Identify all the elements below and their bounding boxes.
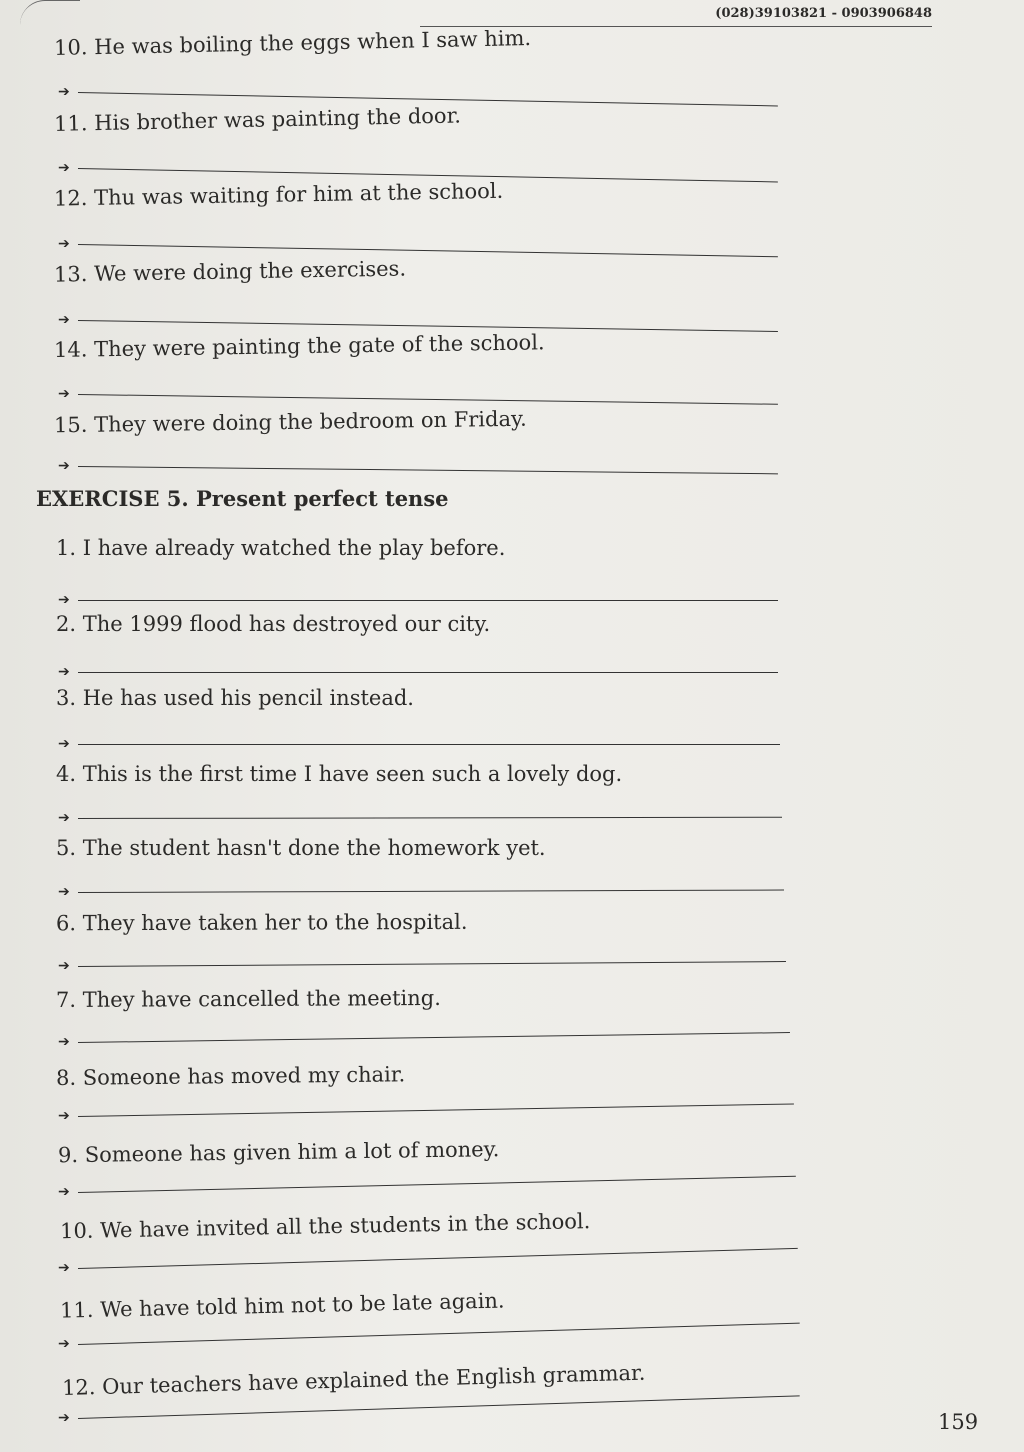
exercise-title: EXERCISE 5. Present perfect tense [36,486,449,511]
exercise-item [54,403,814,438]
exercise-item [54,173,814,210]
exercise-item [56,762,816,786]
exercise-item [58,1133,818,1168]
writing-line [78,1032,790,1043]
arrow-icon: ➔ [58,1260,70,1276]
item-text: Thu was waiting for him at the school. [93,178,504,210]
item-number: 11. [59,1297,94,1323]
exercise-item [54,326,814,362]
exercise-item [62,1356,822,1400]
writing-line [78,600,778,601]
item-number: 6. [55,911,77,936]
exercise-item [56,984,816,1012]
item-text: They were painting the gate of the school. [93,330,545,362]
writing-line [78,466,778,474]
item-text: They were doing the bedroom on Friday. [93,406,527,437]
exercise-item [54,249,814,286]
item-number: 11. [53,111,88,136]
arrow-icon: ➔ [58,160,70,176]
writing-line [78,817,782,819]
arrow-icon: ➔ [58,236,70,252]
arrow-icon: ➔ [58,884,70,900]
exercise-item [60,1281,820,1322]
page-corner-curve [20,0,80,25]
exercise-item [56,686,816,710]
item-number: 2. [56,612,77,636]
item-text: This is the first time I have seen such a lovely dog. [82,762,623,786]
item-text: They have cancelled the meeting. [82,985,441,1012]
item-number: 12. [61,1375,96,1400]
item-number: 10. [59,1218,94,1244]
arrow-icon: ➔ [58,1108,70,1124]
arrow-icon: ➔ [58,1336,70,1352]
item-text: He was boiling the eggs when I saw him. [93,25,532,60]
item-number: 4. [56,762,77,786]
arrow-icon: ➔ [58,84,70,100]
writing-line [78,672,778,673]
writing-line [78,744,780,745]
arrow-icon: ➔ [58,312,70,328]
header-phone: (028)39103821 - 0903906848 [715,6,932,21]
page-number: 159 [938,1410,979,1434]
arrow-icon: ➔ [58,664,70,680]
exercise-item [56,836,816,860]
item-text: Someone has moved my chair. [82,1062,406,1090]
item-number: 3. [56,686,77,710]
writing-line [78,394,778,405]
item-text: The student hasn't done the homework yet. [82,836,546,860]
item-text: They have taken her to the hospital. [82,909,468,936]
item-text: Our teachers have explained the English grammar. [101,1360,646,1399]
item-number: 10. [53,35,88,60]
item-number: 15. [53,412,88,438]
exercise-item [56,612,816,636]
item-text: Someone has given him a lot of money. [84,1137,500,1167]
item-number: 8. [55,1065,77,1090]
arrow-icon: ➔ [58,458,70,474]
writing-line [78,1176,796,1193]
item-number: 9. [57,1143,79,1168]
arrow-icon: ➔ [58,1410,70,1426]
item-text: The 1999 flood has destroyed our city. [82,612,491,636]
item-text: He has used his pencil instead. [82,686,414,710]
item-text: We have told him not to be late again. [99,1288,505,1322]
arrow-icon: ➔ [58,1184,70,1200]
item-number: 13. [53,262,88,287]
exercise-item [54,96,814,136]
writing-line [78,1395,800,1419]
writing-line [78,961,786,967]
arrow-icon: ➔ [58,1034,70,1050]
arrow-icon: ➔ [58,386,70,402]
arrow-icon: ➔ [58,810,70,826]
arrow-icon: ➔ [58,592,70,608]
arrow-icon: ➔ [58,958,70,974]
item-number: 5. [56,836,77,860]
writing-line [78,1323,800,1345]
exercise-item [56,536,816,560]
writing-line [78,890,784,893]
item-number: 14. [53,337,88,362]
item-number: 1. [56,536,77,560]
item-number: 7. [55,987,77,1012]
exercise-item [56,909,816,936]
item-number: 12. [53,186,88,211]
arrow-icon: ➔ [58,736,70,752]
writing-line [78,1248,798,1269]
writing-line [78,1104,794,1117]
item-text: I have already watched the play before. [82,536,506,560]
item-text: His brother was painting the door. [93,103,462,136]
item-text: We have invited all the students in the school. [99,1209,591,1243]
item-text: We were doing the exercises. [93,256,407,286]
exercise-item [56,1058,816,1090]
exercise-item [60,1205,820,1244]
